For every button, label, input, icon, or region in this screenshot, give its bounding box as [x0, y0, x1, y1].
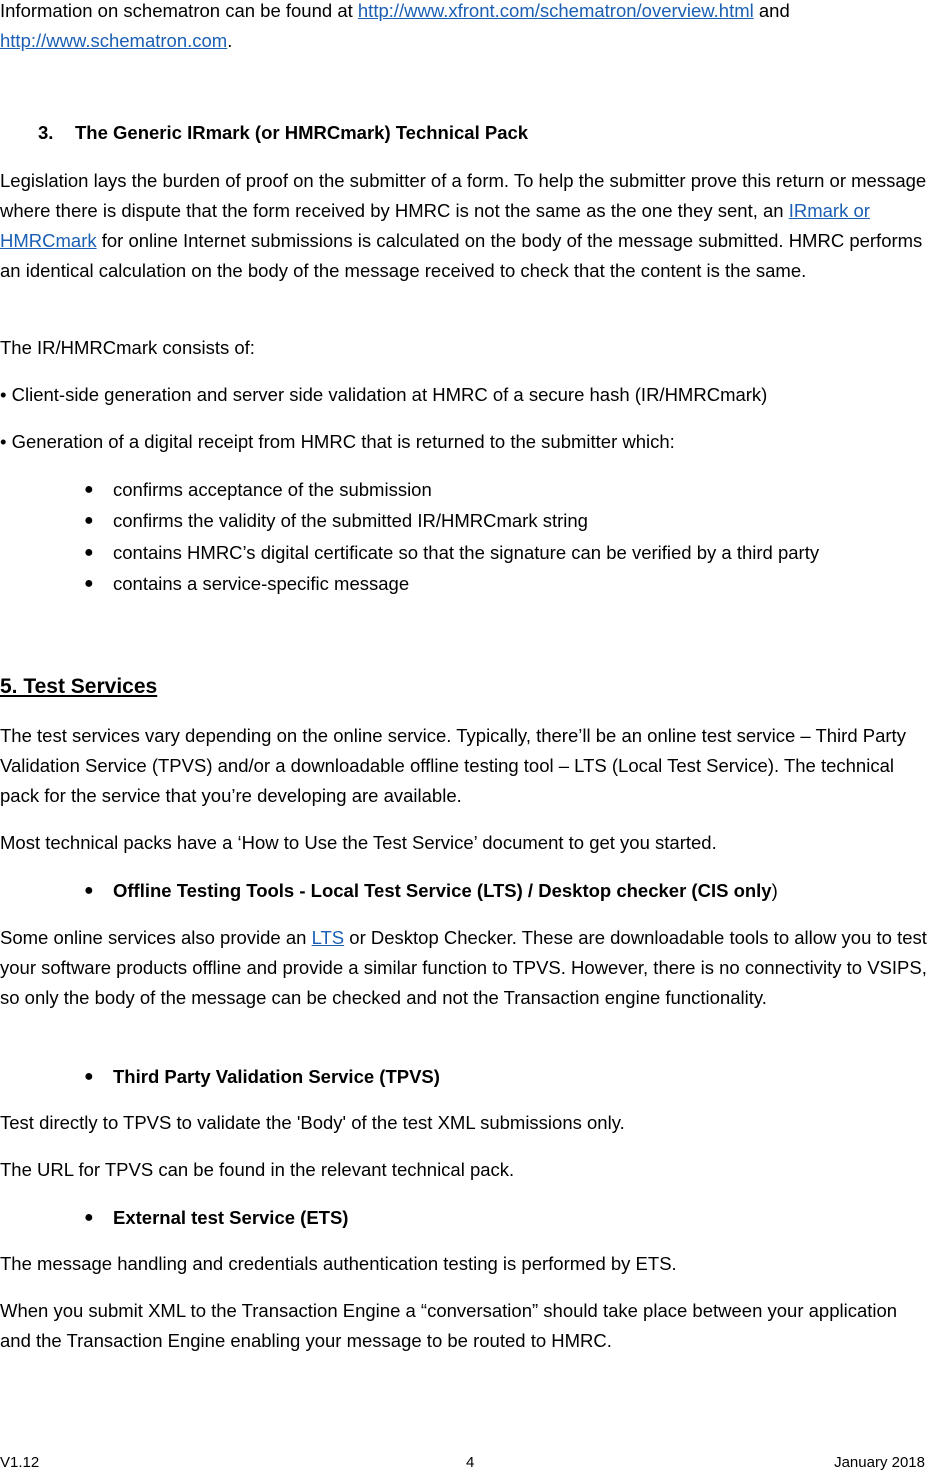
ets-paragraph-1: The message handling and credentials authentication testing is performed by ETS. — [0, 1253, 677, 1274]
offline-tools-heading-text — [113, 876, 778, 906]
bullet-icon: ● — [84, 481, 94, 498]
irmark-paragraph-end: for online Internet submissions is calculated on the body of the message submitted. HMRC performs an identical calculation on the body of the message received to check that the content is the same. — [0, 230, 923, 281]
section-3-heading — [38, 118, 528, 148]
bullet-icon: ● — [84, 1209, 94, 1226]
offline-tools-heading-tail: ) — [771, 880, 778, 901]
intro-paragraph — [0, 0, 932, 56]
irmark-point-1: • Client-side generation and server side validation at HMRC of a secure hash (IR/HMRCmark) — [0, 384, 768, 405]
section-3-title: The Generic IRmark (or HMRCmark) Technical Pack — [75, 122, 529, 143]
offline-tools-paragraph — [0, 923, 932, 1013]
footer-page-number: 4 — [466, 1454, 475, 1471]
footer-version: V1.12 — [0, 1454, 40, 1471]
bullet-icon: ● — [84, 1068, 94, 1085]
list-item-text: confirms the validity of the submitted IR/HMRCmark string — [113, 510, 588, 531]
irmark-point-2: • Generation of a digital receipt from HMRC that is returned to the submitter which: — [0, 431, 675, 452]
irmark-consists-text: The IR/HMRCmark consists of: — [0, 337, 255, 358]
xfront-schematron-link[interactable]: http://www.xfront.com/schematron/overview.html — [357, 0, 754, 21]
bullet-icon: ● — [84, 512, 94, 529]
offline-tools-paragraph-end: or Desktop Checker. These are downloadable tools to allow you to test your software products offline and provide a similar function to TPVS. However, there is no connectivity to VSIPS, so only the body of the message can be checked and not the Transaction engine functionality. — [0, 927, 927, 1008]
section-3-number: 3. — [38, 122, 54, 143]
intro-middle: and — [753, 0, 790, 21]
technical-packs-paragraph: Most technical packs have a ‘How to Use the Test Service’ document to get you started. — [0, 832, 717, 853]
offline-tools-paragraph-start: Some online services also provide an — [0, 927, 312, 948]
section-5-heading: 5. Test Services — [0, 675, 158, 698]
tpvs-paragraph-2: The URL for TPVS can be found in the relevant technical pack. — [0, 1159, 515, 1180]
list-item-text: contains HMRC’s digital certificate so that the signature can be verified by a third party — [113, 542, 820, 563]
list-item-text: confirms acceptance of the submission — [113, 479, 432, 500]
footer-date: January 2018 — [834, 1454, 925, 1471]
bullet-icon: ● — [84, 575, 94, 592]
list-item-text: contains a service-specific message — [113, 573, 410, 594]
irmark-paragraph-start: Legislation lays the burden of proof on the submitter of a form. To help the submitter prove this return or message where there is dispute that the form received by HMRC is not the same as the one they sent, an — [0, 170, 927, 221]
intro-prefix: Information on schematron can be found at — [0, 0, 358, 21]
intro-suffix: . — [227, 30, 233, 51]
tpvs-paragraph-1: Test directly to TPVS to validate the 'Body' of the test XML submissions only. — [0, 1112, 625, 1133]
ets-heading-text: External test Service (ETS) — [113, 1207, 349, 1228]
schematron-link[interactable]: http://www.schematron.com — [0, 30, 228, 51]
bullet-icon: ● — [84, 544, 94, 561]
irmark-link[interactable]: IRmark or HMRCmark — [0, 200, 870, 251]
lts-link[interactable]: LTS — [311, 927, 345, 948]
test-services-paragraph: The test services vary depending on the online service. Typically, there’ll be an online test service – Third Party Validation Service (TPVS) and/or a downloadable offline testing tool – LTS (Local Test Service). The technical pack for the service that you’re developing are available. — [0, 725, 906, 806]
irmark-paragraph — [0, 166, 932, 286]
ets-paragraph-2: When you submit XML to the Transaction Engine a “conversation” should take place between your application and the Transaction Engine enabling your message to be routed to HMRC. — [0, 1300, 898, 1351]
bullet-icon: ● — [84, 882, 94, 899]
offline-tools-heading-bold: Offline Testing Tools - Local Test Service (LTS) / Desktop checker (CIS only — [113, 880, 772, 901]
tpvs-heading-text: Third Party Validation Service (TPVS) — [113, 1066, 440, 1087]
